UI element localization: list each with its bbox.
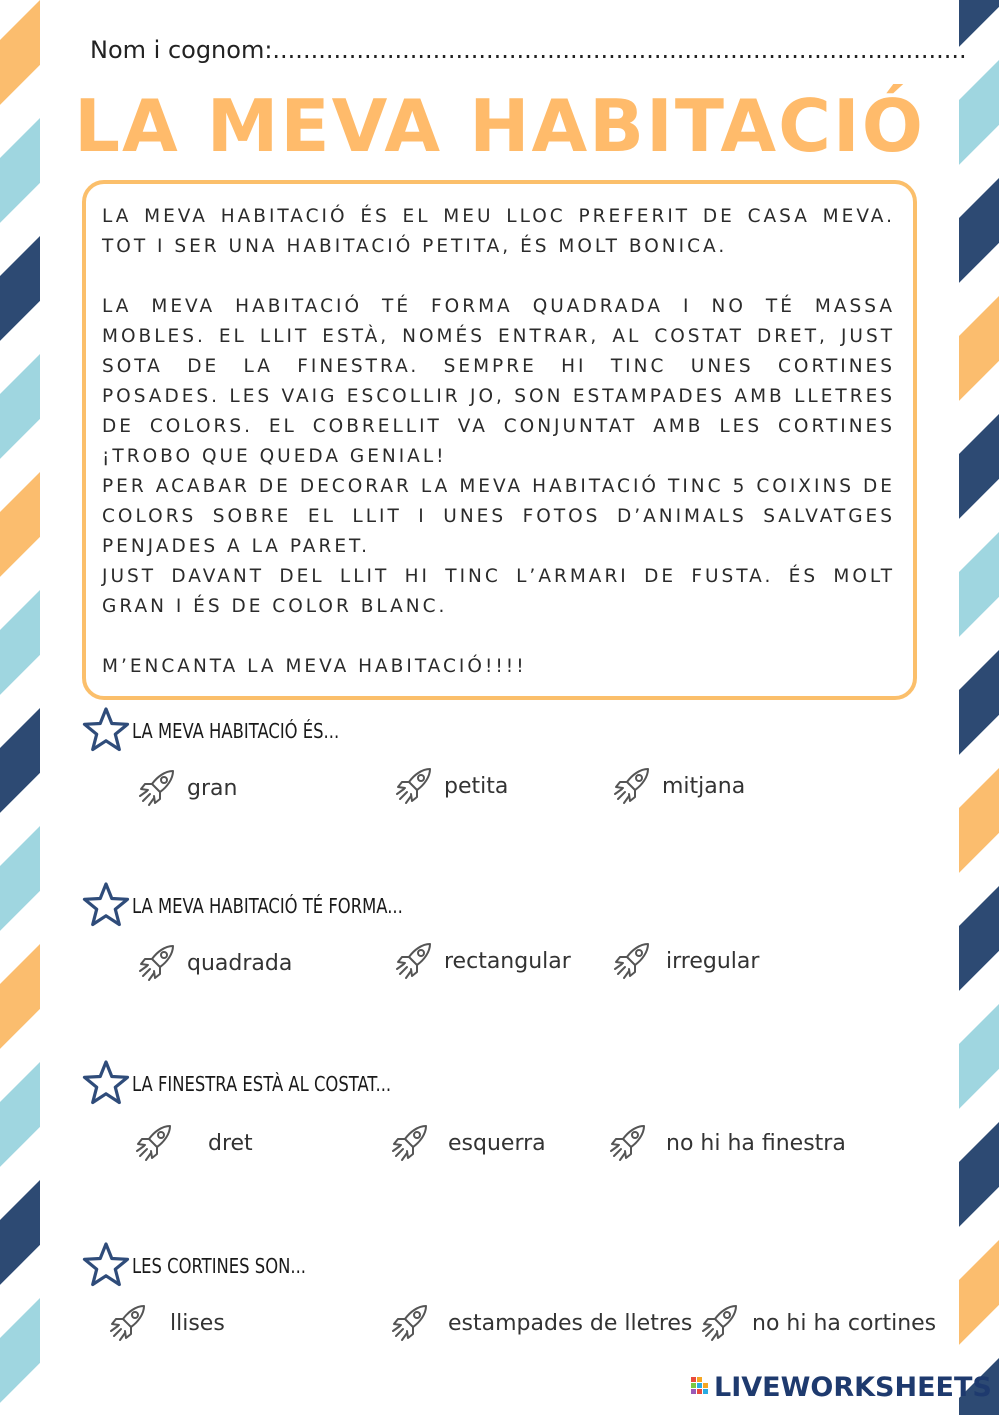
stripe-band	[0, 944, 40, 1049]
option-label: no hi ha cortines	[752, 1310, 937, 1336]
question-4	[80, 1240, 940, 1380]
stripe-band	[959, 886, 999, 991]
stripe-band	[0, 1298, 40, 1403]
option-label: esquerra	[448, 1130, 546, 1156]
option-label: no hi ha finestra	[666, 1130, 846, 1156]
option-quadrada[interactable]	[135, 940, 292, 986]
reading-paragraph-3: PER ACABAR DE DECORAR LA MEVA HABITACIÓ TINC 5 COIXINS DE COLORS SOBRE EL LLIT I UNES FOTOS D’ANIMALS SALVATGES PENJADES A LA PARET.	[102, 476, 895, 557]
stripe-band	[0, 826, 40, 931]
option-label: dret	[208, 1130, 253, 1156]
page-title: LA MEVA HABITACIÓ	[74, 84, 925, 168]
option-label: petita	[444, 773, 509, 799]
question-1	[80, 705, 940, 845]
reading-paragraph-5: M’ENCANTA LA MEVA HABITACIÓ!!!!	[102, 656, 527, 677]
liveworksheets-logo	[690, 1372, 992, 1403]
option-label: estampades de lletres	[448, 1310, 693, 1336]
option-label: quadrada	[187, 950, 293, 976]
star-outline-icon	[80, 705, 132, 757]
left-stripe-border	[0, 0, 40, 1415]
liveworksheets-logo-text: LIVEWORKSHEETS	[714, 1372, 992, 1403]
option-petita[interactable]	[392, 763, 508, 809]
stripe-band	[0, 708, 40, 813]
option-label: rectangular	[444, 948, 571, 974]
option-dret[interactable]	[132, 1120, 253, 1166]
rocket-icon	[135, 765, 181, 811]
option-rectangular[interactable]	[392, 938, 571, 984]
liveworksheets-logo-icon	[690, 1375, 712, 1401]
reading-paragraph-2: LA MEVA HABITACIÓ TÉ FORMA QUADRADA I NO TÉ MASSA MOBLES. EL LLIT ESTÀ, NOMÉS ENTRAR, AL COSTAT DRET, JUST SOTA DE LA FINESTRA. SEMPRE HI TINC UNES CORTINES POSADES. LES VAIG ESCOLLIR JO, SON ESTAMPADES AMB LLETRES DE COLORS. EL COBRELLIT VA CONJUNTAT AMB LES CORTINES ¡TROBO QUE QUEDA GENIAL!	[102, 296, 895, 467]
right-stripe-border	[959, 0, 999, 1415]
question-2-text: LA MEVA HABITACIÓ TÉ FORMA...	[132, 894, 403, 918]
option-llises[interactable]	[106, 1300, 225, 1346]
stripe-band	[959, 532, 999, 637]
rocket-icon	[132, 1120, 178, 1166]
star-outline-icon	[80, 1240, 132, 1292]
rocket-icon	[106, 1300, 152, 1346]
stripe-band	[959, 178, 999, 283]
option-label: mitjana	[662, 773, 746, 799]
question-4-text: LES CORTINES SON...	[132, 1254, 307, 1278]
stripe-band	[959, 1122, 999, 1227]
option-label: gran	[187, 775, 238, 801]
option-no-hi-ha-cortines[interactable]	[698, 1300, 936, 1346]
stripe-band	[959, 768, 999, 873]
stripe-band	[0, 1062, 40, 1167]
name-field	[90, 36, 967, 64]
rocket-icon	[610, 938, 656, 984]
stripe-band	[959, 296, 999, 401]
question-3-text: LA FINESTRA ESTÀ AL COSTAT...	[132, 1072, 392, 1096]
stripe-band	[0, 472, 40, 577]
option-gran[interactable]	[135, 765, 237, 811]
stripe-band	[0, 590, 40, 695]
name-dots: ...........................................................................................	[272, 36, 967, 64]
rocket-icon	[698, 1300, 744, 1346]
question-3	[80, 1058, 940, 1198]
option-label: llises	[170, 1310, 225, 1336]
star-outline-icon	[80, 880, 132, 932]
name-label: Nom i cognom:	[90, 36, 273, 64]
option-esquerra[interactable]	[388, 1120, 546, 1166]
stripe-band	[0, 1180, 40, 1285]
rocket-icon	[392, 763, 438, 809]
option-estampades-de-lletres[interactable]	[388, 1300, 692, 1346]
rocket-icon	[388, 1300, 434, 1346]
reading-paragraph-4: JUST DAVANT DEL LLIT HI TINC L’ARMARI DE FUSTA. ÉS MOLT GRAN I ÉS DE COLOR BLANC.	[102, 566, 895, 617]
option-mitjana[interactable]	[610, 763, 745, 809]
option-no-hi-ha-finestra[interactable]	[606, 1120, 846, 1166]
stripe-band	[0, 236, 40, 341]
rocket-icon	[388, 1120, 434, 1166]
stripe-band	[959, 414, 999, 519]
option-irregular[interactable]	[610, 938, 759, 984]
stripe-band	[959, 650, 999, 755]
option-label: irregular	[666, 948, 760, 974]
star-outline-icon	[80, 1058, 132, 1110]
stripe-band	[959, 1240, 999, 1345]
question-1-text: LA MEVA HABITACIÓ ÉS...	[132, 719, 340, 743]
stripe-band	[959, 1004, 999, 1109]
rocket-icon	[610, 763, 656, 809]
reading-paragraph-1: LA MEVA HABITACIÓ ÉS EL MEU LLOC PREFERIT DE CASA MEVA. TOT I SER UNA HABITACIÓ PETITA, ÉS MOLT BONICA.	[102, 206, 895, 257]
stripe-band	[0, 354, 40, 459]
question-2	[80, 880, 940, 1020]
reading-text-box	[82, 180, 917, 700]
rocket-icon	[606, 1120, 652, 1166]
rocket-icon	[392, 938, 438, 984]
rocket-icon	[135, 940, 181, 986]
